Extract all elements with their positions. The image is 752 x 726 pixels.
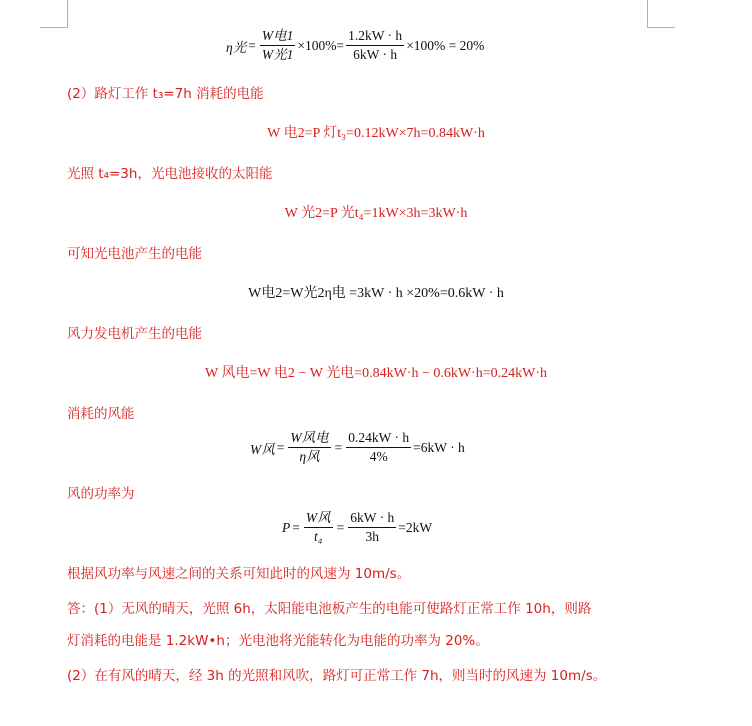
eqp-fraction-2 <box>348 510 396 545</box>
eqp-frac1-num: W风 <box>304 510 333 528</box>
formula-lamp-energy: W 电2=P 灯t₃=0.12kW×7h=0.84kW·h <box>267 126 485 141</box>
eqp-fraction-1 <box>304 510 333 545</box>
page-corner-mark-right <box>647 0 648 28</box>
eqp-frac2-num: 6kW · h <box>348 510 396 528</box>
eq1-fraction-2 <box>346 28 404 63</box>
eq1-fraction-1 <box>260 28 296 63</box>
wind-consumed-line: 消耗的风能 <box>67 406 135 422</box>
eqw-frac1-num: W风电 <box>288 430 330 448</box>
eq1-frac2-den: 6kW · h <box>353 47 398 62</box>
eqw-frac2-num: 0.24kW · h <box>346 430 411 448</box>
eqw-frac1-den: η风 <box>299 449 320 464</box>
eqw-fraction-1 <box>288 430 330 465</box>
formula-solar-energy: W 光2=P 光t₄=1kW×3h=3kW·h <box>284 206 468 221</box>
part2-heading: (2）路灯工作 t₃=7h 消耗的电能 <box>67 86 264 102</box>
wind-speed-relation: 根据风功率与风速之间的关系可知此时的风速为 10m/s。 <box>67 566 411 582</box>
answer-part1-line2: 灯消耗的电能是 1.2kW•h；光电池将光能转化为电能的功率为 20%。 <box>67 633 489 649</box>
answer-part2: (2）在有风的晴天，经 3h 的光照和风吹，路灯可正常工作 7h，则当时的风速为 10m/s。 <box>67 668 607 684</box>
eq1-lhs: η光 <box>226 39 247 55</box>
page-corner-mark-left <box>67 0 68 28</box>
wind-power-line: 风的功率为 <box>67 486 135 502</box>
page-corner-mark-left-h <box>40 27 68 28</box>
answer-part1-line1: 答：(1）无风的晴天，光照 6h，太阳能电池板产生的电能可使路灯正常工作 10h，则路 <box>67 601 592 617</box>
formula-cell-energy: W电2=W光2η电 =3kW · h ×20%=0.6kW · h <box>248 286 504 301</box>
eqw-frac2-den: 4% <box>369 449 388 464</box>
eq1-end: ×100% = 20% <box>406 37 485 53</box>
light-solar-line: 光照 t₄=3h，光电池接收的太阳能 <box>67 166 273 182</box>
wind-power-equation: P = $\frac{\text{W风}}{\text{t₄}}$ = $\frac{6kW \cdot h}{3h}$ =2kW <box>282 510 433 544</box>
eqp-end: =2kW <box>398 519 433 535</box>
eqp-frac1-den: t₄ <box>314 529 323 544</box>
eq1-frac1-den: W光1 <box>261 47 294 62</box>
efficiency-equation: η光 = $\frac{\text{W电1}}{\text{W光1}}$ ×100%= $\frac{1.2kW \cdot h}{6kW \cdot h}$ ×100% = 20% <box>226 28 485 62</box>
wind-generator-line: 风力发电机产生的电能 <box>67 326 202 342</box>
page-corner-mark-right-h <box>647 27 675 28</box>
eqp-frac2-den: 3h <box>365 529 379 544</box>
eq1-frac1-num: W电1 <box>260 28 296 46</box>
eq1-frac2-num: 1.2kW · h <box>346 28 404 46</box>
eqp-lhs: P <box>282 519 291 535</box>
eqw-fraction-2 <box>346 430 411 465</box>
eqw-lhs: W风 <box>250 441 275 457</box>
eq1-mid: ×100%= <box>297 37 345 53</box>
eqw-end: =6kW · h <box>413 439 465 455</box>
cell-energy-line: 可知光电池产生的电能 <box>67 246 202 262</box>
wind-energy-equation: W风 = $\frac{\text{W风电}}{\text{η风}}$ = $\frac{0.24kW \cdot h}{4\%}$ =6kW · h <box>250 430 465 464</box>
formula-wind-electric: W 风电=W 电2 − W 光电=0.84kW·h − 0.6kW·h=0.24kW·h <box>205 366 547 381</box>
